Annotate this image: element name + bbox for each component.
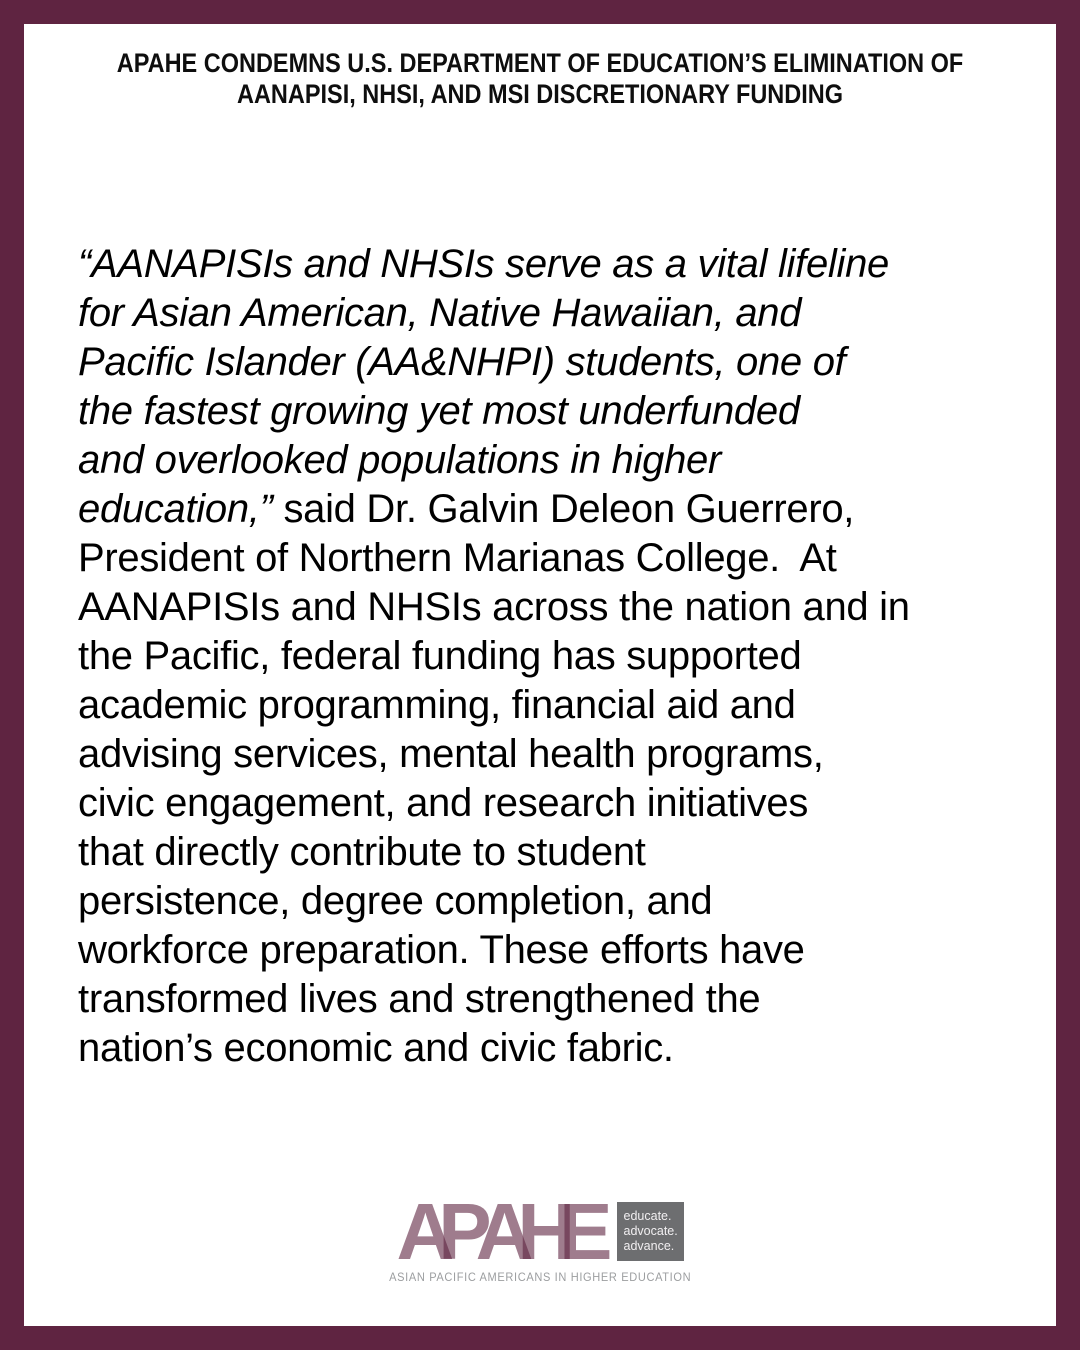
statement-line [78,877,1016,926]
quote-segment: education,” [78,487,273,531]
statement-line [78,534,1016,583]
statement-text [78,240,1016,1073]
headline [24,48,1056,110]
apahe-logo [24,1187,1056,1284]
logo-letter-p: P [438,1187,492,1276]
quote-segment: and overlooked populations in higher [78,438,722,482]
logo-letter-a: A [475,1187,534,1276]
statement-line [78,289,1016,338]
statement-line [78,583,1016,632]
attribution-segment: AANAPISIs and NHSIs across the nation and in [78,585,910,629]
logo-letter-e: E [559,1187,613,1276]
apahe-logo-row [396,1187,683,1276]
attribution-segment: workforce preparation. These efforts have [78,928,805,972]
attribution-segment: that directly contribute to student [78,830,646,874]
statement-line [78,436,1016,485]
logo-tagline-line: educate. [623,1208,672,1223]
statement-line [78,338,1016,387]
attribution-segment: civic engagement, and research initiatives [78,781,809,825]
statement-line [78,926,1016,975]
statement-line [78,485,1016,534]
statement-line [78,240,1016,289]
quote-segment: Pacific Islander (AA&NHPI) students, one of [78,340,846,384]
statement-line [78,975,1016,1024]
attribution-segment: nation’s economic and civic fabric. [78,1026,674,1070]
logo-tagline-line: advance. [623,1238,675,1253]
logo-letter-a: A [396,1187,455,1276]
logo-caption: ASIAN PACIFIC AMERICANS IN HIGHER EDUCATION [388,1270,692,1284]
attribution-segment: the Pacific, federal funding has supported [78,634,802,678]
attribution-segment: transformed lives and strengthened the [78,977,761,1021]
attribution-segment: said Dr. Galvin Deleon Guerrero, [272,487,855,531]
statement-line [78,779,1016,828]
logo-tagline-line: advocate. [623,1223,678,1238]
apahe-logotype [396,1187,613,1276]
statement-line [78,632,1016,681]
statement-line [78,1024,1016,1073]
quote-segment: for Asian American, Native Hawaiian, and [78,291,802,335]
attribution-segment: advising services, mental health programs, [78,732,824,776]
logo-letter-h: H [517,1187,576,1276]
logo-tagline-box [617,1202,684,1261]
attribution-segment: President of Northern Marianas College. At [78,536,837,580]
statement-line [78,387,1016,436]
statement-line [78,681,1016,730]
statement-line [78,828,1016,877]
headline-line-2: AANAPISI, NHSI, AND MSI DISCRETIONARY FUNDING [236,79,843,109]
attribution-segment: academic programming, financial aid and [78,683,796,727]
quote-segment: “AANAPISIs and NHSIs serve as a vital lifeline [78,242,889,286]
quote-segment: the fastest growing yet most underfunded [78,389,800,433]
headline-line-1: APAHE CONDEMNS U.S. DEPARTMENT OF EDUCATION’S ELIMINATION OF [116,48,964,78]
attribution-segment: persistence, degree completion, and [78,879,713,923]
statement-line [78,730,1016,779]
